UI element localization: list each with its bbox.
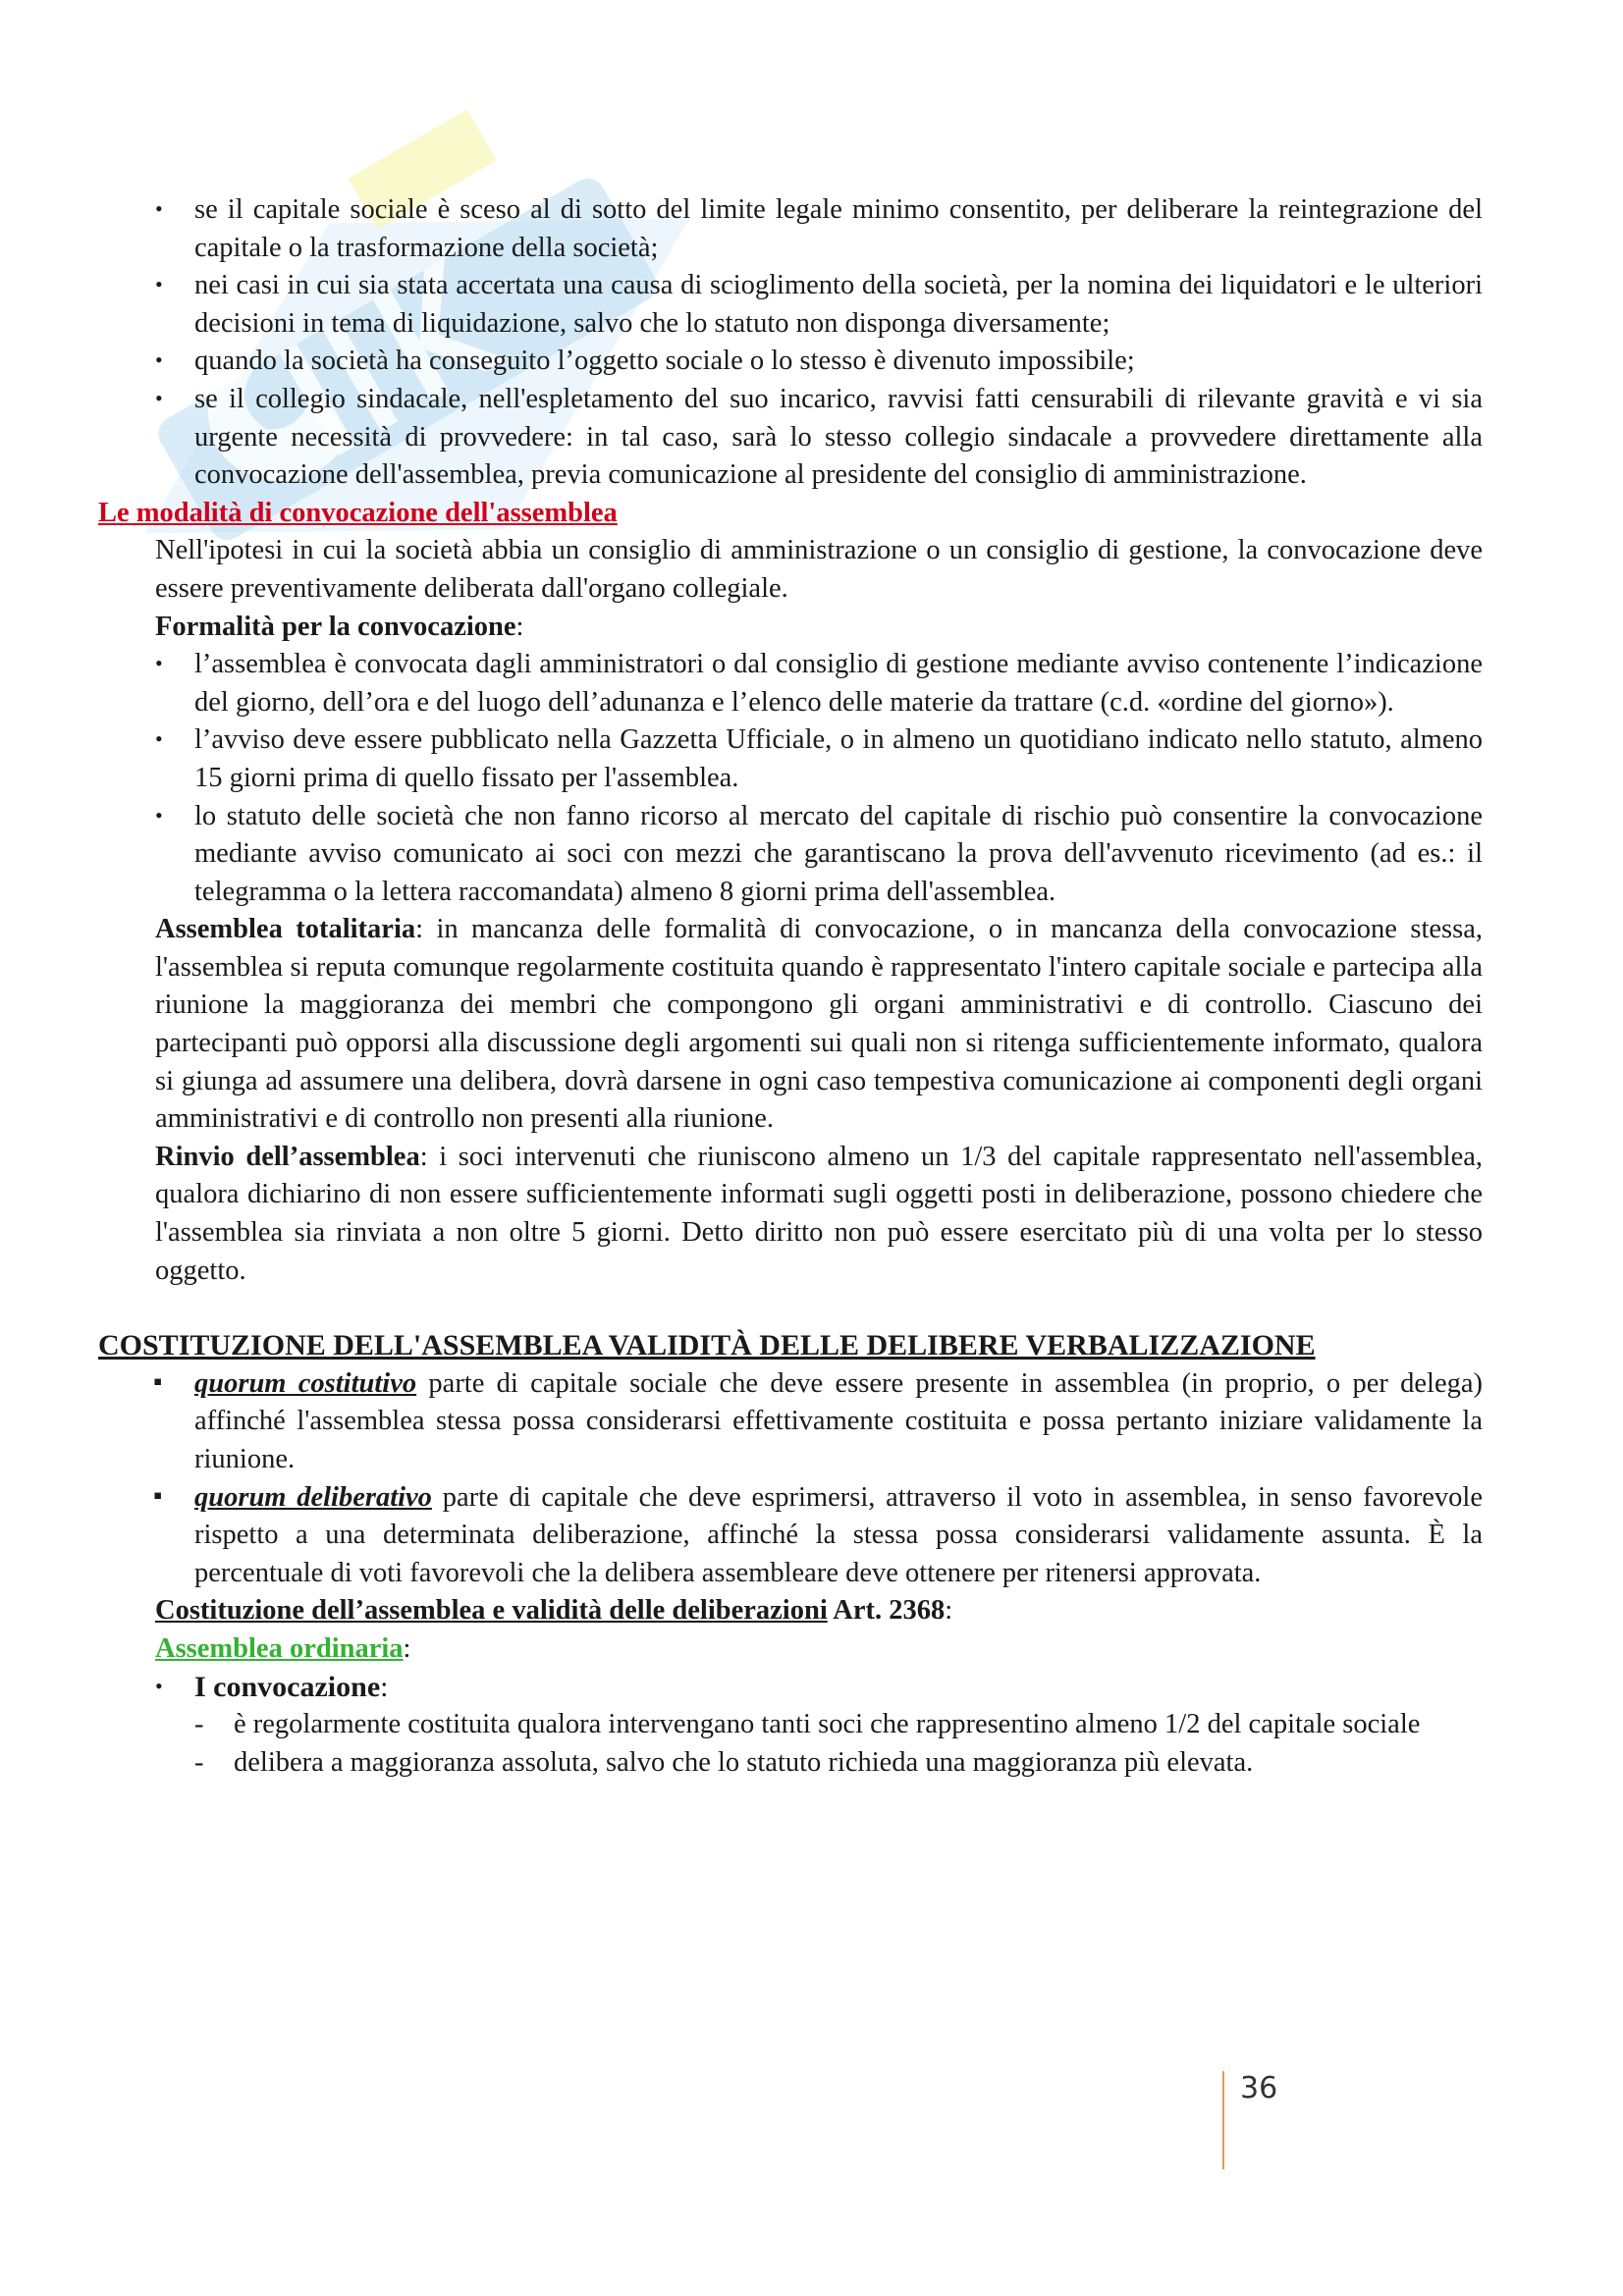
- conditions-list: [98, 191, 1483, 495]
- list-item: - è regolarmente costituita qualora intervengano tanti soci che rappresentino almeno 1/2 del capitale sociale: [98, 1706, 1483, 1744]
- list-item: - delibera a maggioranza assoluta, salvo che lo statuto richieda una maggioranza più elevata.: [98, 1744, 1483, 1783]
- list-item: [98, 1479, 1483, 1593]
- quorum-deliberativo-text: parte di capitale che deve esprimersi, attraverso il voto in assemblea, in senso favorevole rispetto a una determinata deliberazione, affinché la stessa possa considerarsi validamente assunta. È la percentuale di voti favorevoli che la delibera assembleare deve ottenere per ritenersi approvata.: [194, 1481, 1483, 1588]
- prima-colon: :: [380, 1670, 389, 1703]
- list-item: • se il capitale sociale è sceso al di sotto del limite legale minimo consentito, per deliberare la reintegrazione del capitale o la trasformazione della società;: [98, 191, 1483, 267]
- ordinaria-heading: [98, 1630, 1483, 1669]
- totalitaria-text: : in mancanza delle formalità di convocazione, o in mancanza della convocazione stessa, l'assemblea si reputa comunque regolarmente costituita quando è rappresentato l'intero capitale sociale e partecipa alla riunione la maggioranza dei membri che compongono gli organi amministrativi e di controllo. Ciascuno dei partecipanti può opporsi alla discussione degli argomenti sui quali non si ritenga sufficientemente informato, qualora si giunga ad assumere una delibera, dovrà darsene in ogni caso tempestiva comunicazione ai componenti degli organi amministrativi e di controllo non presenti alla riunione.: [155, 914, 1483, 1135]
- convocazione-intro: Nell'ipotesi in cui la società abbia un consiglio di amministrazione o un consiglio di gestione, la convocazione deve essere preventivamente deliberata dall'organo collegiale.: [155, 535, 1483, 604]
- quorum-costitutivo-text: parte di capitale sociale che deve essere presente in assemblea (in proprio, o per delega) affinché l'assemblea stessa possa considerarsi effettivamente costituita e possa pertanto iniziare validamente la riunione.: [194, 1367, 1483, 1474]
- list-item: • lo statuto delle società che non fanno ricorso al mercato del capitale di rischio può consentire la convocazione mediante avviso comunicato ai soci con mezzi che garantiscano la prova dell'avvenuto ricevimento (ad es.: il telegramma o la lettera raccomandata) almeno 8 giorni prima dell'assemblea.: [98, 798, 1483, 912]
- ordinaria-label: Assemblea ordinaria: [155, 1632, 404, 1664]
- section-heading-costituzione: COSTITUZIONE DELL'ASSEMBLEA VALIDITÀ DELLE DELIBERE VERBALIZZAZIONE: [98, 1329, 1316, 1362]
- totalitaria-paragraph: [98, 911, 1483, 1139]
- list-item: • l’assemblea è convocata dagli amministratori o dal consiglio di gestione mediante avviso contenente l’indicazione del giorno, dell’ora e del luogo dell’adunanza e l’elenco delle materie da trattare (c.d. «ordine del giorno»).: [98, 646, 1483, 721]
- list-item: • se il collegio sindacale, nell'espletamento del suo incarico, ravvisi fatti censurabili di rilevante gravità e vi sia urgente necessità di provvedere: in tal caso, sarà lo stesso collegio sindacale a provvedere direttamente alla convocazione dell'assemblea, previa comunicazione al presidente del consiglio di amministrazione.: [98, 381, 1483, 495]
- section-heading-convocazione: Le modalità di convocazione dell'assemblea: [98, 497, 618, 528]
- list-item: • quando la società ha conseguito l’oggetto sociale o lo stesso è divenuto impossibile;: [98, 343, 1483, 381]
- formalita-list: [98, 646, 1483, 911]
- validita-label: Costituzione dell’assemblea e validità delle deliberazioni: [155, 1595, 828, 1627]
- validita-article: Art. 2368: [827, 1595, 946, 1627]
- ordinaria-colon: :: [403, 1632, 411, 1664]
- prima-convocazione-details: [98, 1706, 1483, 1782]
- page-number: 36: [1222, 2071, 1277, 2169]
- document-page: [98, 191, 1483, 1782]
- rinvio-label: Rinvio dell’assemblea: [155, 1141, 420, 1172]
- prima-convocazione-list: [98, 1669, 1483, 1707]
- list-item: • nei casi in cui sia stata accertata una causa di scioglimento della società, per la nomina dei liquidatori e le ulteriori decisioni in tema di liquidazione, salvo che lo statuto non disponga diversamente;: [98, 267, 1483, 343]
- spacer: [98, 1290, 1483, 1327]
- validita-colon: :: [945, 1595, 953, 1627]
- rinvio-text: : i soci intervenuti che riuniscono almeno un 1/3 del capitale rappresentato nell'assemblea, qualora dichiarino di non essere sufficientemente informati sugli oggetti posti in deliberazione, possono chiedere che l'assemblea sia rinviata a non oltre 5 giorni. Detto diritto non può essere esercitato più di una volta per lo stesso oggetto.: [155, 1141, 1483, 1286]
- quorum-list: [98, 1365, 1483, 1593]
- formalita-colon: :: [515, 611, 524, 642]
- list-item: • l’avviso deve essere pubblicato nella Gazzetta Ufficiale, o in almeno un quotidiano indicato nello statuto, almeno 15 giorni prima di quello fissato per l'assemblea.: [98, 721, 1483, 797]
- rinvio-paragraph: [98, 1139, 1483, 1290]
- prima-label: I convocazione: [194, 1670, 381, 1703]
- list-item: [98, 1365, 1483, 1479]
- formalita-heading: [98, 609, 1483, 647]
- formalita-label: Formalità per la convocazione: [155, 611, 516, 642]
- quorum-deliberativo-term: quorum deliberativo: [194, 1481, 432, 1513]
- validita-heading: [98, 1592, 1483, 1630]
- list-item: [98, 1669, 1483, 1707]
- quorum-costitutivo-term: quorum costitutivo: [194, 1367, 417, 1399]
- totalitaria-label: Assemblea totalitaria: [155, 914, 416, 945]
